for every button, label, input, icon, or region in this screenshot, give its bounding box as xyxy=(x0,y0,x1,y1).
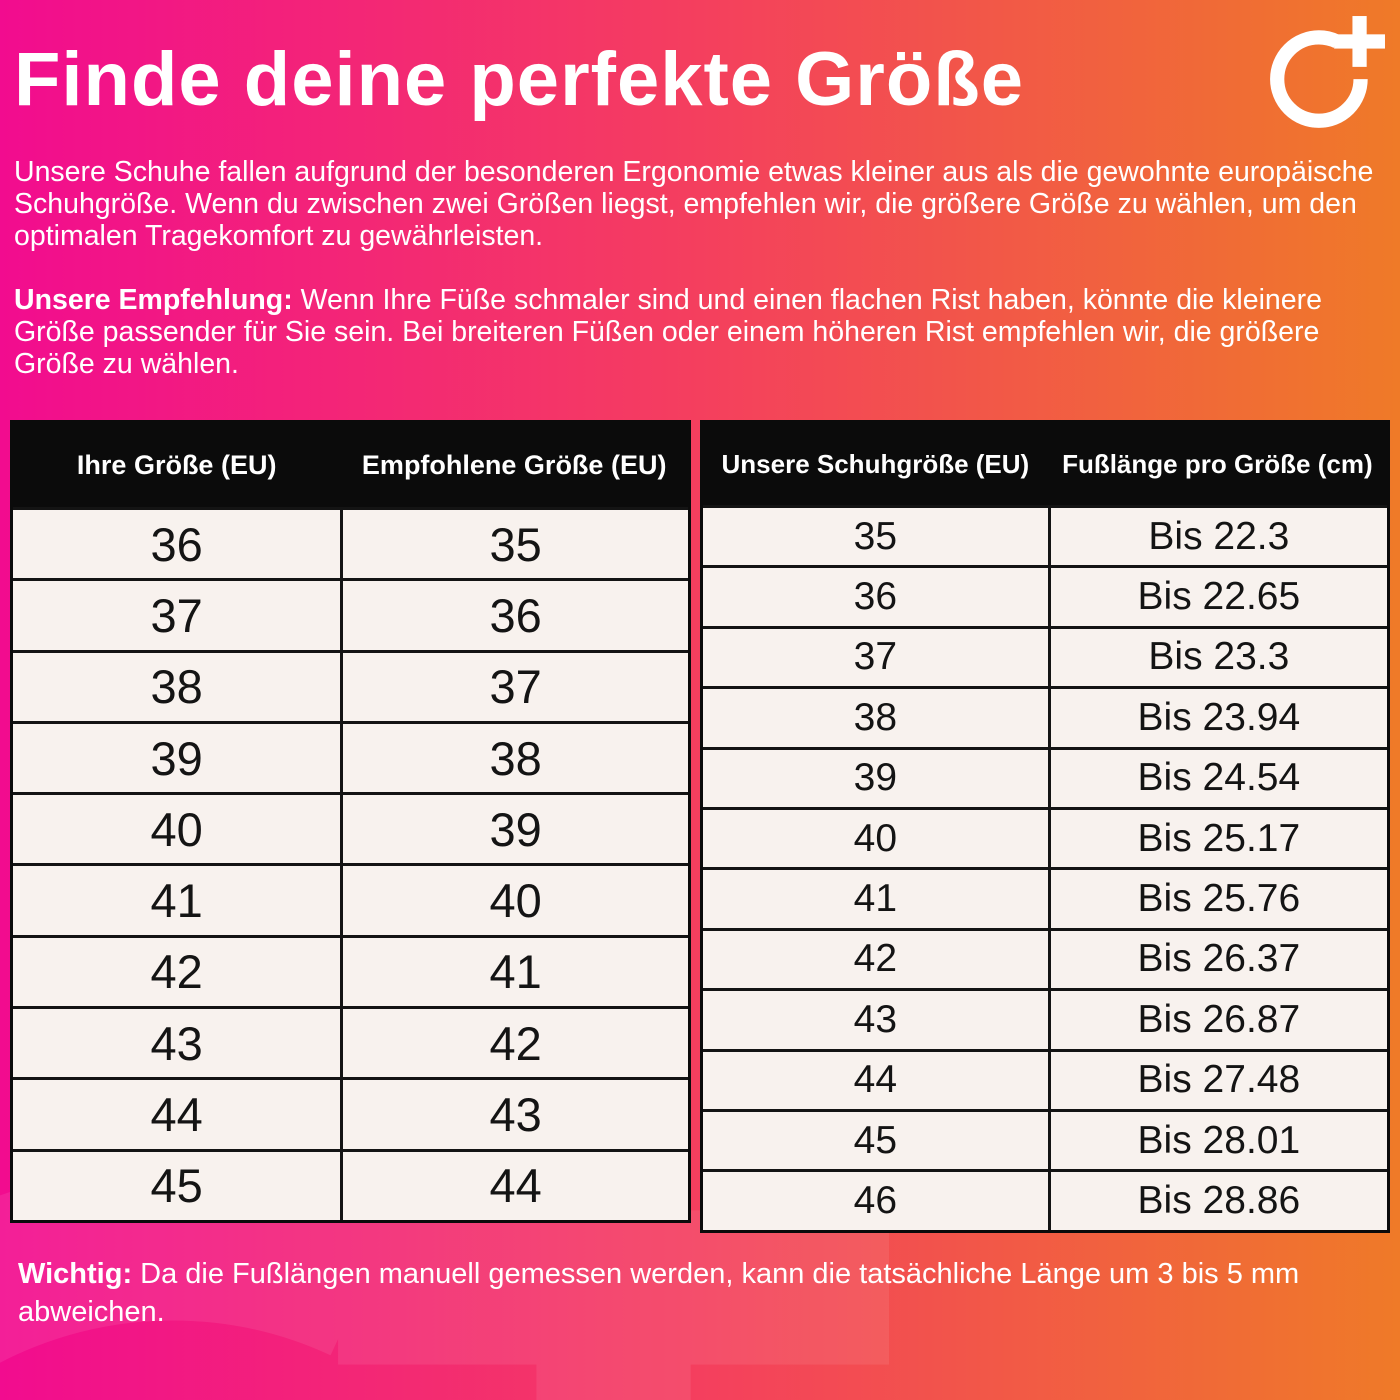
table-row xyxy=(13,650,688,721)
table-cell: 39 xyxy=(150,731,203,785)
page-title: Finde deine perfekte Größe xyxy=(14,37,1024,122)
table-row xyxy=(703,867,1387,927)
table-row xyxy=(703,1049,1387,1109)
column-header-shoe-size: Unsere Schuhgröße (EU) xyxy=(721,448,1030,479)
table-cell: Bis 28.86 xyxy=(1048,1172,1387,1229)
table-cell: 45 xyxy=(853,1118,898,1162)
table-cell: 43 xyxy=(853,997,898,1041)
table-row xyxy=(13,863,688,934)
table-cell: Bis 22.65 xyxy=(1048,568,1387,625)
table-row xyxy=(703,747,1387,807)
table-header-row xyxy=(703,423,1387,505)
table-row xyxy=(13,792,688,863)
table-cell: 35 xyxy=(853,514,898,558)
table-row xyxy=(703,626,1387,686)
table-cell: Bis 23.3 xyxy=(1048,629,1387,686)
table-cell: 37 xyxy=(853,635,898,679)
table-cell: 41 xyxy=(150,874,203,928)
table-row xyxy=(13,1006,688,1077)
table-cell: 42 xyxy=(150,945,203,999)
table-cell: Bis 26.87 xyxy=(1048,991,1387,1048)
table-cell: 44 xyxy=(853,1058,898,1102)
table-row xyxy=(13,1149,688,1220)
important-note-label: Wichtig: xyxy=(18,1258,133,1290)
table-row xyxy=(703,928,1387,988)
table-row xyxy=(703,686,1387,746)
table-cell: 40 xyxy=(853,816,898,860)
column-header-recommended-size: Empfohlene Größe (EU) xyxy=(361,449,667,480)
table-cell: 39 xyxy=(853,756,898,800)
table-cell: 41 xyxy=(853,877,898,921)
table-cell: 38 xyxy=(150,660,203,714)
table-cell: 40 xyxy=(340,866,688,934)
table-cell: Bis 22.3 xyxy=(1048,508,1387,565)
recommendation-text xyxy=(14,284,1392,381)
table-row xyxy=(13,935,688,1006)
table-row xyxy=(13,721,688,792)
table-row xyxy=(703,1109,1387,1169)
table-header-row xyxy=(13,423,688,507)
table-cell: Bis 26.37 xyxy=(1048,931,1387,988)
table-cell: 44 xyxy=(150,1088,203,1142)
table-cell: 42 xyxy=(853,937,898,981)
table-cell: 40 xyxy=(150,802,203,856)
table-cell: 44 xyxy=(340,1152,688,1220)
table-row xyxy=(703,807,1387,867)
table-cell: 41 xyxy=(340,938,688,1006)
table-cell: 37 xyxy=(340,653,688,721)
table-cell: Bis 24.54 xyxy=(1048,750,1387,807)
table-row xyxy=(703,1169,1387,1229)
recommendation-label: Unsere Empfehlung: xyxy=(14,284,293,316)
table-cell: 39 xyxy=(340,795,688,863)
table-cell: 36 xyxy=(150,517,203,571)
column-header-your-size: Ihre Größe (EU) xyxy=(76,449,277,480)
table-row xyxy=(13,578,688,649)
table-row xyxy=(703,505,1387,565)
table-cell: 42 xyxy=(340,1009,688,1077)
intro-text: Unsere Schuhe fallen aufgrund der besonderen Ergonomie etwas kleiner aus als die gewohnte europäische Schuhgröße. Wenn du zwischen zwei Größen liegst, empfehlen wir, die größere Größe zu wählen, um den optimalen Tragekomfort zu gewährleisten. xyxy=(14,156,1374,253)
table-row xyxy=(13,507,688,578)
table-cell: 37 xyxy=(150,588,203,642)
table-body xyxy=(703,505,1387,1230)
foot-length-table xyxy=(700,420,1390,1233)
table-body xyxy=(13,507,688,1220)
table-cell: Bis 28.01 xyxy=(1048,1112,1387,1169)
table-cell: 36 xyxy=(853,575,898,619)
important-note-body: Da die Fußlängen manuell gemessen werden, kann die tatsächliche Länge um 3 bis 5 mm abweichen. xyxy=(18,1258,1300,1328)
important-note xyxy=(18,1256,1368,1331)
table-cell: 35 xyxy=(340,510,688,578)
table-cell: 38 xyxy=(340,724,688,792)
table-cell: 46 xyxy=(853,1178,898,1222)
table-cell: Bis 25.17 xyxy=(1048,810,1387,867)
table-cell: 38 xyxy=(853,695,898,739)
brand-logo-circle-plus-icon xyxy=(1266,14,1386,134)
table-cell: Bis 27.48 xyxy=(1048,1052,1387,1109)
table-cell: Bis 25.76 xyxy=(1048,870,1387,927)
size-conversion-table xyxy=(10,420,691,1223)
table-cell: Bis 23.94 xyxy=(1048,689,1387,746)
table-cell: 43 xyxy=(340,1080,688,1148)
table-cell: 43 xyxy=(150,1016,203,1070)
column-header-foot-length: Fußlänge pro Größe (cm) xyxy=(1062,448,1373,479)
table-cell: 36 xyxy=(340,581,688,649)
table-row xyxy=(703,565,1387,625)
table-row xyxy=(703,988,1387,1048)
table-row xyxy=(13,1077,688,1148)
table-cell: 45 xyxy=(150,1159,203,1213)
recommendation-body: Wenn Ihre Füße schmaler sind und einen flachen Rist haben, könnte die kleinere Größe passender für Sie sein. Bei breiteren Füßen oder einem höheren Rist empfehlen wir, die größere Größe zu wählen. xyxy=(14,284,1322,381)
